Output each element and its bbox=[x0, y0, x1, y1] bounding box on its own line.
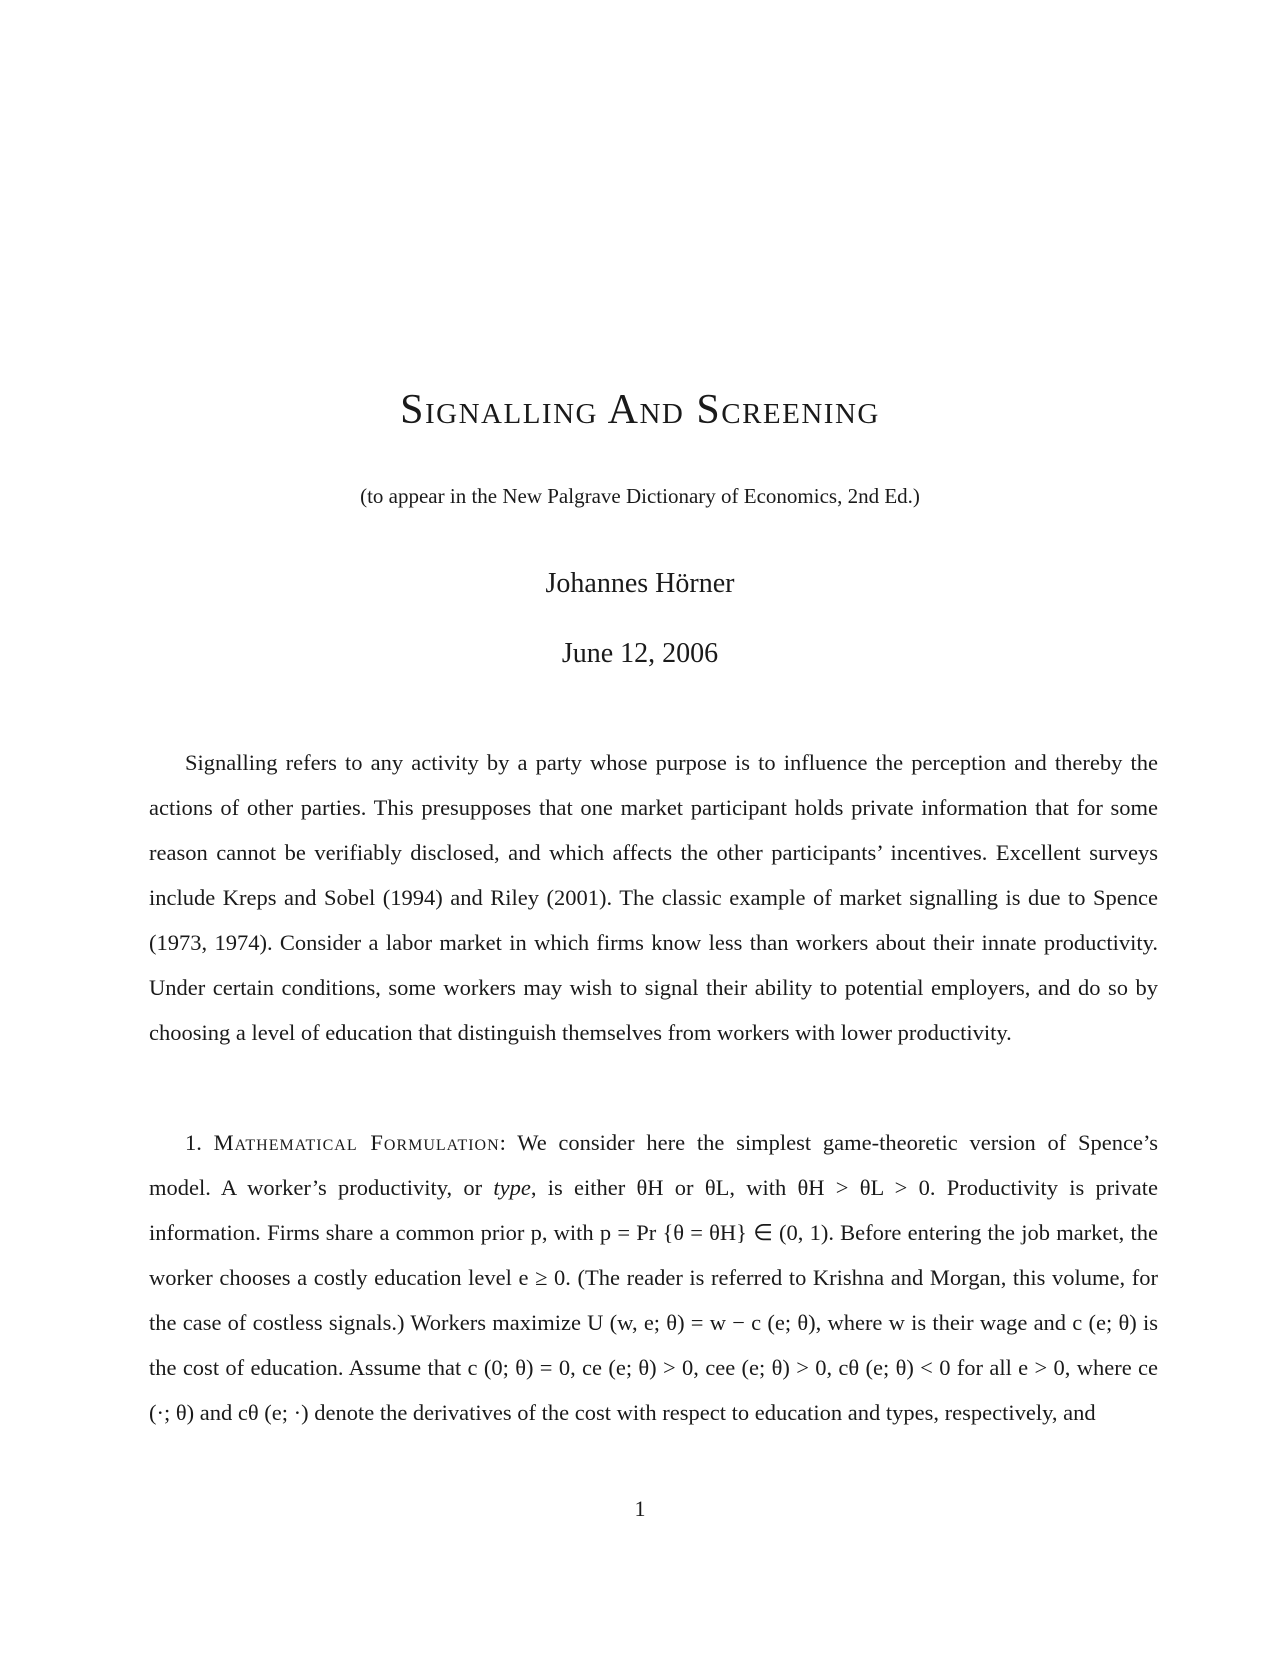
section-heading: Mathematical Formulation bbox=[213, 1130, 500, 1155]
author-name: Johannes Hörner bbox=[545, 568, 735, 599]
publication-date: June 12, 2006 bbox=[561, 638, 719, 669]
section-paragraph bbox=[149, 1120, 1158, 1435]
paper-title: Signalling And Screening bbox=[400, 387, 880, 433]
type-word: type bbox=[493, 1175, 531, 1200]
section-text-2: , is either θH or θL, with θH > θL > 0. Productivity is private information. Firms share a common prior p, with p = Pr {θ = θH} ∈ (0, 1). Before entering the job market, the worker chooses a costly education level e ≥ 0. (The reader is referred to Krishna and Morgan, this volume, for the case of costless signals.) Workers maximize U (w, e; θ) = w − c (e; θ), where w is their wage and c (e; θ) is the cost of education. Assume that c (0; θ) = 0, ce (e; θ) > 0, cee (e; θ) > 0, cθ (e; θ) < 0 for all e > 0, where ce (·; θ) and cθ (e; ·) denote the derivatives of the cost with respect to education and types, respectively, and bbox=[149, 1175, 1158, 1425]
page-number: 1 bbox=[634, 1496, 646, 1521]
paper-subtitle: (to appear in the New Palgrave Dictionary of Economics, 2nd Ed.) bbox=[360, 484, 920, 508]
intro-paragraph: Signalling refers to any activity by a party whose purpose is to influence the perception and thereby the actions of other parties. This presupposes that one market participant holds private information that for some reason cannot be verifiably disclosed, and which affects the other participants’ incentives. Excellent surveys include Kreps and Sobel (1994) and Riley (2001). The classic example of market signalling is due to Spence (1973, 1974). Consider a labor market in which firms know less than workers about their innate productivity. Under certain conditions, some workers may wish to signal their ability to potential employers, and do so by choosing a level of education that distinguish themselves from workers with lower productivity. bbox=[149, 750, 1158, 1045]
section-number: 1. bbox=[185, 1130, 202, 1155]
section-text-1: : We consider here the simplest game-theoretic version of Spence’s model. A worker’s productivity, or bbox=[149, 1130, 1158, 1200]
